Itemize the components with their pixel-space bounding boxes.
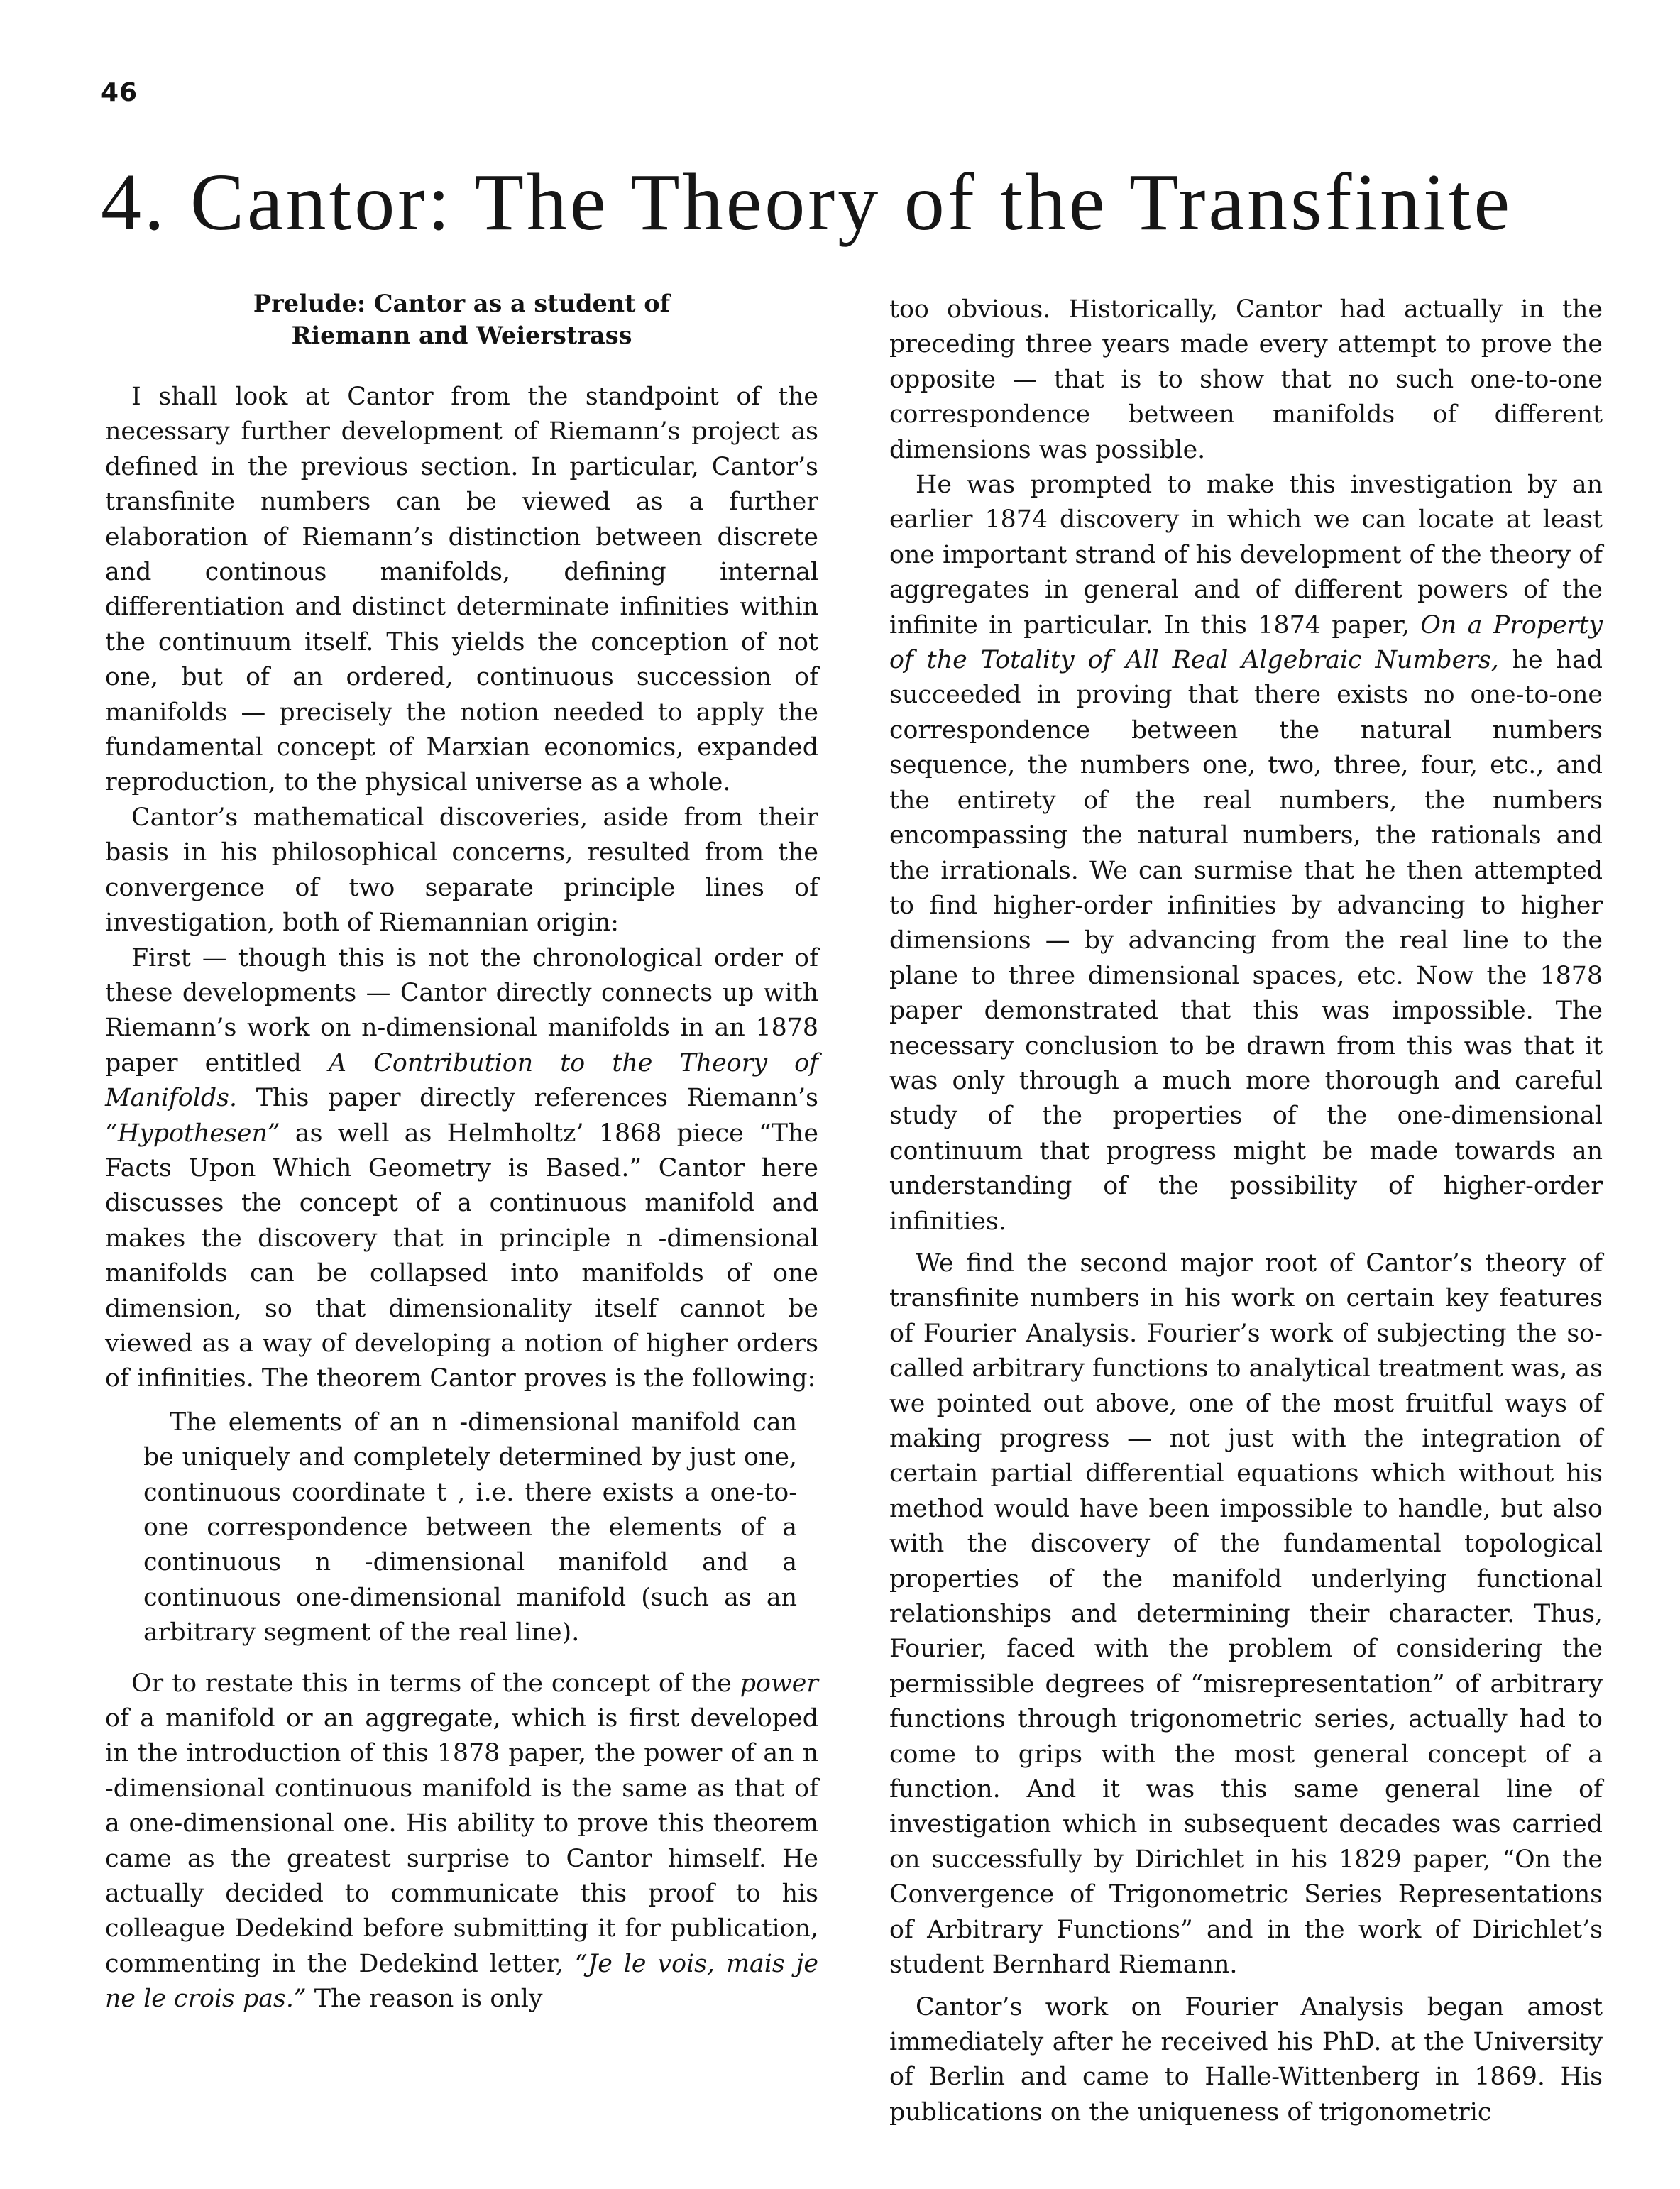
page-number: 46 (101, 78, 138, 107)
paragraph (889, 468, 1603, 1239)
paragraph (105, 941, 818, 1397)
right-column (889, 292, 1603, 2130)
text-run: He was prompted to make this investigation by an earlier 1874 discovery in which we can locate at least one important strand of his development of the theory of aggregates in general and of different powers of the infinite in particular. In this 1874 paper, (889, 471, 1603, 640)
theorem-quote (143, 1405, 797, 1651)
left-column (105, 287, 818, 2017)
paragraph: Cantor’s work on Fourier Analysis began amost immediately after he received his PhD. at the University of Berlin and came to Halle-Wittenberg in 1869. His publications on the uniqueness of trigonometric (889, 1992, 1603, 2127)
quotation: “Je le vois, mais je ne le crois pas.” (105, 1949, 818, 2014)
text-run: Or to restate this in terms of the concept of the (131, 1669, 740, 1698)
text-run: First — though this is not the chronological order of these developments — Cantor directly connects up with Riemann’s work on n-dimensional manifolds in an 1878 paper entitled (105, 943, 818, 1077)
text-run: as well as Helmholtz’ 1868 piece “The Facts Upon Which Geometry is Based.” Cantor here discusses the concept of a continuous manifold and makes the discovery that in principle n -dimensional manifolds can be collapsed into manifolds of one dimension, so that dimensionality itself cannot be viewed as a way of developing a notion of higher orders of infinities. The theorem Cantor proves is the following: (105, 1119, 818, 1393)
section-heading (105, 287, 818, 351)
page-title: 4. Cantor: The Theory of the Transfinite (101, 157, 1513, 247)
paragraph (105, 1667, 818, 2017)
text-run: This paper directly references Riemann’s (237, 1084, 818, 1113)
paragraph: Cantor’s mathematical discoveries, aside from their basis in his philosophical concerns, resulted from the convergence of two separate principle lines of investigation, both of Riemannian origin: (105, 803, 818, 938)
paragraph: too obvious. Historically, Cantor had actually in the preceding three years made every attempt to prove the opposite — that is to show that no such one-to-one correspondence between manifolds of different dimensions was possible. (889, 295, 1603, 464)
paragraph: I shall look at Cantor from the standpoint of the necessary further development of Riemann’s project as defined in the previous section. In particular, Cantor’s transfinite numbers can be viewed as a further elaboration of Riemann’s distinction between discrete and continous manifolds, defining internal differentiation and distinct determinate infinities within the continuum itself. This yields the conception of not one, but of an ordered, continuous succession of manifolds — precisely the notion needed to apply the fundamental concept of Marxian economics, expanded reproduction, to the physical universe as a whole. (105, 383, 818, 797)
text-run: of a manifold or an aggregate, which is first developed in the introduction of this 1878 paper, the power of an n -dimensional continuous manifold is the same as that of a one-dimensional one. His ability to prove this theorem came as the greatest surprise to Cantor himself. He actually decided to communicate this proof to his colleague Dedekind before submitting it for publication, commenting in the Dedekind letter, (105, 1704, 818, 1978)
text-run: he had succeeded in proving that there exists no one-to-one correspondence between the natural numbers sequence, the numbers one, two, three, four, etc., and the entirety of the real numbers, the numbers encompassing the natural numbers, the rationals and the irrationals. We can surmise that he then attempted to find higher-order infinities by advancing to higher dimensions — by advancing from the real line to the plane to three dimensional spaces, etc. Now the 1878 paper demonstrated that this was impossible. The necessary conclusion to be drawn from this was that it was only through a much more thorough and careful study of the properties of the one-dimensional continuum that progress might be made towards an understanding of the possibility of higher-order infinities. (889, 646, 1603, 1236)
emphasis: power (740, 1669, 818, 1698)
paper-title: A Contribution to the Theory of Manifolds. (105, 1048, 818, 1113)
section-heading-line-1: Prelude: Cantor as a student of (253, 290, 671, 317)
section-heading-line-2: Riemann and Weierstrass (291, 322, 632, 349)
theorem-text: The elements of an n -dimensional manifold can be uniquely and completely determined by just one, continuous coordinate t , i.e. there exists a one-to-one correspondence between the elements of a continuous n -dimensional manifold and a continuous one-dimensional manifold (such as an arbitrary segment of the real line). (143, 1408, 797, 1647)
text-run: The reason is only (306, 1985, 543, 2014)
paper-title: “Hypothesen” (105, 1119, 280, 1148)
paper-title: On a Property of the Totality of All Real Algebraic Numbers, (889, 610, 1603, 675)
paragraph: We find the second major root of Cantor’s theory of transfinite numbers in his work on certain key features of Fourier Analysis. Fourier’s work of subjecting the so-called arbitrary functions to analytical treatment was, as we pointed out above, one of the most fruitful ways of making progress — not just with the integration of certain partial differential equations which without his method would have been impossible to handle, but also with the discovery of the fundamental topological properties of the manifold underlying functional relationships and determining their character. Thus, Fourier, faced with the problem of considering the permissible degrees of “misrepresentation” of arbitrary functions through trigonometric series, actually had to come to grips with the most general concept of a function. And it was this same general line of investigation which in subsequent decades was carried on successfully by Dirichlet in his 1829 paper, “On the Convergence of Trigonometric Series Representations of Arbitrary Functions” and in the work of Dirichlet’s student Bernhard Riemann. (889, 1249, 1603, 1980)
